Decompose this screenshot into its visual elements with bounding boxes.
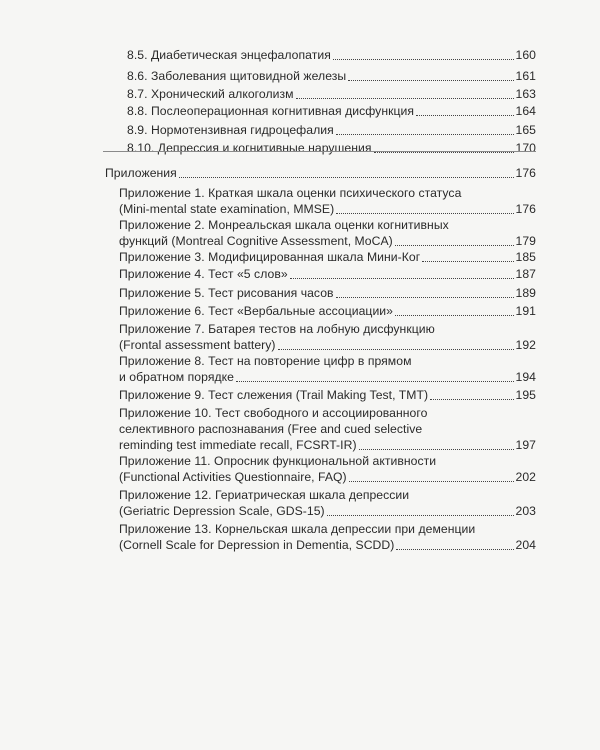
toc-entry-page: 202 [515, 470, 536, 484]
toc-entry-appendix-3[interactable] [119, 249, 536, 265]
toc-entry-page: 189 [515, 286, 536, 300]
toc-entry-appendix-1[interactable] [119, 185, 536, 217]
dot-leader [395, 314, 514, 316]
toc-entry-page: 203 [515, 504, 536, 518]
toc-entry-8-7[interactable] [127, 86, 536, 102]
toc-entry-title-line: Приложение 2. Монреальская шкала оценки когнитивных [119, 218, 449, 232]
toc-entry-page: 204 [515, 538, 536, 552]
dot-leader [327, 514, 514, 516]
toc-entry-page: 192 [515, 338, 536, 352]
toc-entry-appendix-2[interactable] [119, 217, 536, 249]
toc-entry-title: 8.6. Заболевания щитовидной железы [127, 69, 347, 83]
dot-leader [179, 176, 514, 178]
toc-entry-title-line: Приложение 8. Тест на повторение цифр в прямом [119, 354, 412, 368]
toc-entry-appendix-10[interactable] [119, 405, 536, 453]
dot-leader [349, 480, 514, 482]
toc-entry-title-line: Приложение 1. Краткая шкала оценки психического статуса [119, 186, 462, 200]
toc-entry-page: 187 [515, 267, 536, 281]
toc-entry-title-line: функций (Montreal Cognitive Assessment, MoCA) [119, 234, 393, 248]
toc-entry-title-line: Приложение 7. Батарея тестов на лобную дисфункцию [119, 322, 435, 336]
toc-entry-page: 163 [515, 87, 536, 101]
dot-leader [336, 212, 513, 214]
toc-entry-page: 195 [515, 388, 536, 402]
toc-entry-title-line: (Cornell Scale for Depression in Dementia, SCDD) [119, 538, 395, 552]
toc-entry-page: 164 [515, 104, 536, 118]
toc-entry-appendix-7[interactable] [119, 321, 536, 353]
toc-entry-title-line: Приложение 10. Тест свободного и ассоциированного [119, 406, 428, 420]
toc-entry-page: 197 [515, 438, 536, 452]
toc-entry-appendices[interactable] [105, 165, 536, 181]
toc-entry-title: 8.5. Диабетическая энцефалопатия [127, 48, 331, 62]
toc-entry-page: 160 [515, 48, 536, 62]
toc-entry-title-line: reminding test immediate recall, FCSRT-IR) [119, 438, 357, 452]
toc-entry-appendix-12[interactable] [119, 487, 536, 519]
toc-entry-title: Приложения [105, 166, 177, 180]
toc-entry-page: 185 [515, 250, 536, 264]
toc-entry-title-line: Приложение 11. Опросник функциональной активности [119, 454, 437, 468]
toc-entry-title-line: и обратном порядке [119, 370, 234, 384]
toc-entry-title-line: (Functional Activities Questionnaire, FAQ) [119, 470, 347, 484]
toc-entry-8-8[interactable] [127, 103, 536, 119]
dot-leader [333, 58, 514, 60]
toc-entry-appendix-11[interactable] [119, 453, 536, 485]
toc-entry-page: 170 [515, 141, 536, 155]
toc-entry-title-line: (Mini-mental state examination, MMSE) [119, 202, 335, 216]
dot-leader [336, 296, 514, 298]
toc-entry-appendix-9[interactable] [119, 387, 536, 403]
toc-entry-page: 176 [515, 202, 536, 216]
toc-entry-title: Приложение 4. Тест «5 слов» [119, 267, 288, 281]
toc-entry-title-line: Приложение 13. Корнельская шкала депрессии при деменции [119, 522, 476, 536]
toc-entry-page: 165 [515, 123, 536, 137]
dot-leader [359, 448, 514, 450]
toc-entry-title-line: Приложение 12. Гериатрическая шкала депрессии [119, 488, 410, 502]
dot-leader [422, 260, 513, 262]
toc-entry-title: Приложение 9. Тест слежения (Trail Making Test, TMT) [119, 388, 429, 402]
dot-leader [278, 348, 514, 350]
toc-entry-8-9[interactable] [127, 122, 536, 138]
toc-entry-title: 8.7. Хронический алкоголизм [127, 87, 294, 101]
toc-entry-appendix-5[interactable] [119, 285, 536, 301]
dot-leader [430, 398, 513, 400]
toc-entry-title: Приложение 3. Модифицированная шкала Мини-Ког [119, 250, 421, 264]
toc-entry-title: Приложение 6. Тест «Вербальные ассоциации» [119, 304, 393, 318]
toc-entry-title-line: (Geriatric Depression Scale, GDS-15) [119, 504, 325, 518]
toc-entry-appendix-4[interactable] [119, 266, 536, 282]
toc-entry-8-5[interactable] [127, 47, 536, 63]
toc-entry-page: 179 [515, 234, 536, 248]
toc-entry-title: 8.10. Депрессия и когнитивные нарушения [127, 141, 372, 155]
toc-entry-page: 191 [515, 304, 536, 318]
toc-entry-title: Приложение 5. Тест рисования часов [119, 286, 334, 300]
dot-leader [336, 133, 514, 135]
toc-entry-8-6[interactable] [127, 68, 536, 84]
toc-entry-page: 161 [515, 69, 536, 83]
toc-entry-appendix-13[interactable] [119, 521, 536, 553]
toc-entry-title-line: селективного распознавания (Free and cued selective [119, 422, 423, 436]
dot-leader [396, 548, 513, 550]
toc-entry-appendix-6[interactable] [119, 303, 536, 319]
dot-leader [236, 380, 514, 382]
dot-leader [296, 97, 514, 99]
toc-entry-page: 194 [515, 370, 536, 384]
toc-entry-title: 8.9. Нормотензивная гидроцефалия [127, 123, 334, 137]
dot-leader [348, 79, 513, 81]
section-divider [103, 151, 536, 152]
dot-leader [395, 244, 514, 246]
dot-leader [416, 114, 513, 116]
toc-entry-8-10[interactable] [127, 140, 536, 156]
dot-leader [290, 277, 514, 279]
toc-entry-title: 8.8. Послеоперационная когнитивная дисфункция [127, 104, 415, 118]
toc-entry-appendix-8[interactable] [119, 353, 536, 385]
toc-entry-title-line: (Frontal assessment battery) [119, 338, 276, 352]
toc-entry-page: 176 [515, 166, 536, 180]
